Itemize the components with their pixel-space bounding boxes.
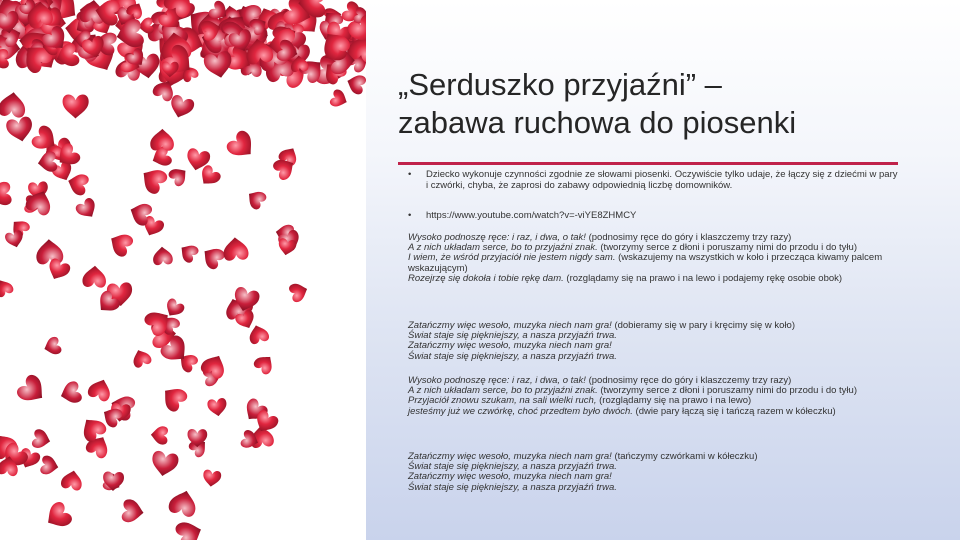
lyric-text: A z nich układam serce, bo to przyjaźni znak.	[408, 385, 598, 397]
lyric-line	[408, 253, 898, 273]
movement-note: (podnosimy ręce do góry i klaszczemy trzy razy)	[585, 232, 792, 243]
movement-note: (tworzymy serce z dłoni i poruszamy nimi do przodu i do tyłu)	[597, 385, 857, 397]
heart-icon	[0, 91, 27, 119]
lyric-text: Zatańczmy więc wesoło, muzyka niech nam gra!	[408, 471, 612, 483]
heart-icon	[42, 336, 63, 358]
title-underline	[398, 162, 898, 165]
heart-icon	[45, 257, 72, 284]
lyrics-paragraph-1	[408, 233, 898, 284]
lyric-text: Wysoko podnoszę ręce: i raz, i dwa, o tak!	[408, 375, 586, 386]
heart-icon	[198, 243, 226, 272]
heart-icon	[5, 116, 35, 144]
heart-icon	[35, 239, 63, 265]
lyric-line	[408, 407, 898, 417]
heart-confetti-image	[0, 0, 366, 540]
lyric-text: Zatańczmy więc wesoło, muzyka niech nam gra!	[408, 320, 612, 331]
heart-icon	[137, 163, 170, 196]
heart-icon	[31, 428, 52, 450]
movement-note: (rozglądamy się na prawo i na lewo i podajemy rękę osobie obok)	[563, 272, 843, 284]
bullet-marker: •	[408, 169, 412, 180]
lyric-text: Świat staje się piękniejszy, a nasza przyjaźń trwa.	[408, 330, 617, 342]
heart-icon	[74, 196, 100, 222]
heart-icon	[86, 376, 114, 403]
heart-icon	[37, 151, 58, 174]
heart-icon	[167, 164, 191, 188]
heart-icon	[41, 500, 74, 533]
lyric-text: A z nich układam serce, bo to przyjaźni znak.	[408, 242, 598, 254]
lyric-text: Świat staje się piękniejszy, a nasza przyjaźń trwa.	[408, 481, 617, 493]
heart-icon	[62, 94, 88, 118]
heart-icon	[40, 455, 60, 477]
heart-icon	[15, 372, 51, 408]
heart-icon	[82, 265, 107, 288]
heart-icon	[224, 128, 259, 163]
movement-note: (podnosimy ręce do góry i klaszczemy trzy razy)	[585, 375, 792, 386]
heart-icon	[158, 382, 190, 414]
movement-note: (rozglądamy się na prawo i na lewo)	[596, 395, 752, 407]
title-line-1: „Serduszko przyjaźni” –	[398, 67, 722, 102]
heart-icon	[60, 469, 84, 492]
title-line-2: zabawa ruchowa do piosenki	[398, 105, 797, 140]
heart-icon	[152, 246, 173, 266]
lyric-text: jesteśmy już we czwórkę, choć przedtem było dwóch.	[408, 405, 633, 417]
heart-icon	[222, 236, 249, 261]
lyric-line	[408, 483, 898, 493]
slide-title	[398, 66, 938, 142]
heart-icon	[202, 469, 222, 488]
heart-icon	[252, 351, 277, 376]
lyric-text: Rozejrzę się dokoła i tobie rękę dam.	[408, 272, 564, 284]
heart-icon	[207, 398, 228, 418]
lyrics-paragraph-2	[408, 321, 898, 362]
heart-icon	[58, 380, 83, 406]
heart-icon	[0, 181, 12, 207]
heart-icon	[244, 186, 268, 211]
heart-icon	[130, 347, 153, 369]
heart-icon	[174, 517, 205, 540]
lyric-text: I wiem, że wśród przyjaciół nie jestem nigdy sam.	[408, 252, 616, 264]
lyrics-paragraph-3	[408, 376, 898, 417]
youtube-link[interactable]: https://www.youtube.com/watch?v=-viYE8ZHMCY	[426, 210, 637, 221]
heart-icon	[329, 88, 350, 110]
lyrics-paragraph-4	[408, 452, 898, 493]
lyric-text: Wysoko podnoszę ręce: i raz, i dwa, o tak!	[408, 232, 586, 243]
heart-icon	[106, 229, 135, 259]
lyric-text: Zatańczmy więc wesoło, muzyka niech nam gra!	[408, 451, 612, 462]
lyric-text: Zatańczmy więc wesoło, muzyka niech nam gra!	[408, 340, 612, 352]
bullet-marker: •	[408, 210, 412, 221]
bullet-link	[408, 211, 898, 222]
heart-icon	[247, 323, 271, 346]
movement-note: (wskazujemy na wszystkich w koło i przecząca kiwamy palcem wskazującym)	[408, 252, 883, 274]
heart-icon	[167, 487, 199, 518]
heart-icon	[121, 499, 145, 525]
heart-icon	[150, 450, 180, 478]
lyric-text: Świat staje się piękniejszy, a nasza przyjaźń trwa.	[408, 350, 617, 362]
lyric-text: Przyjaciół znowu szukam, na sali wielki ruch,	[408, 395, 597, 407]
hearts-decoration	[0, 0, 366, 540]
lyric-line	[408, 352, 898, 362]
lyric-line	[408, 274, 898, 284]
heart-icon	[344, 72, 366, 96]
heart-icon	[0, 277, 15, 299]
lyric-text: Świat staje się piękniejszy, a nasza przyjaźń trwa.	[408, 461, 617, 473]
movement-note: (dwie pary łączą się i tańczą razem w kółeczku)	[632, 405, 836, 417]
bullet-text: Dziecko wykonuje czynności zgodnie ze słowami piosenki. Oczywiście tylko udaje, że łączy się z dziećmi w pary i czwórki, chyba, że zaprosi do zabawy odpowiednią liczbę domowników.	[426, 169, 898, 191]
bullet-instructions	[408, 170, 898, 191]
movement-note: (tańczymy czwórkami w kółeczku)	[611, 451, 758, 462]
movement-note: (dobieramy się w pary i kręcimy się w koło)	[611, 320, 795, 331]
heart-icon	[176, 240, 200, 264]
heart-icon	[199, 351, 230, 381]
heart-icon	[288, 280, 310, 303]
movement-note: (tworzymy serce z dłoni i poruszamy nimi do przodu i do tyłu)	[597, 242, 857, 254]
heart-icon	[150, 426, 168, 445]
